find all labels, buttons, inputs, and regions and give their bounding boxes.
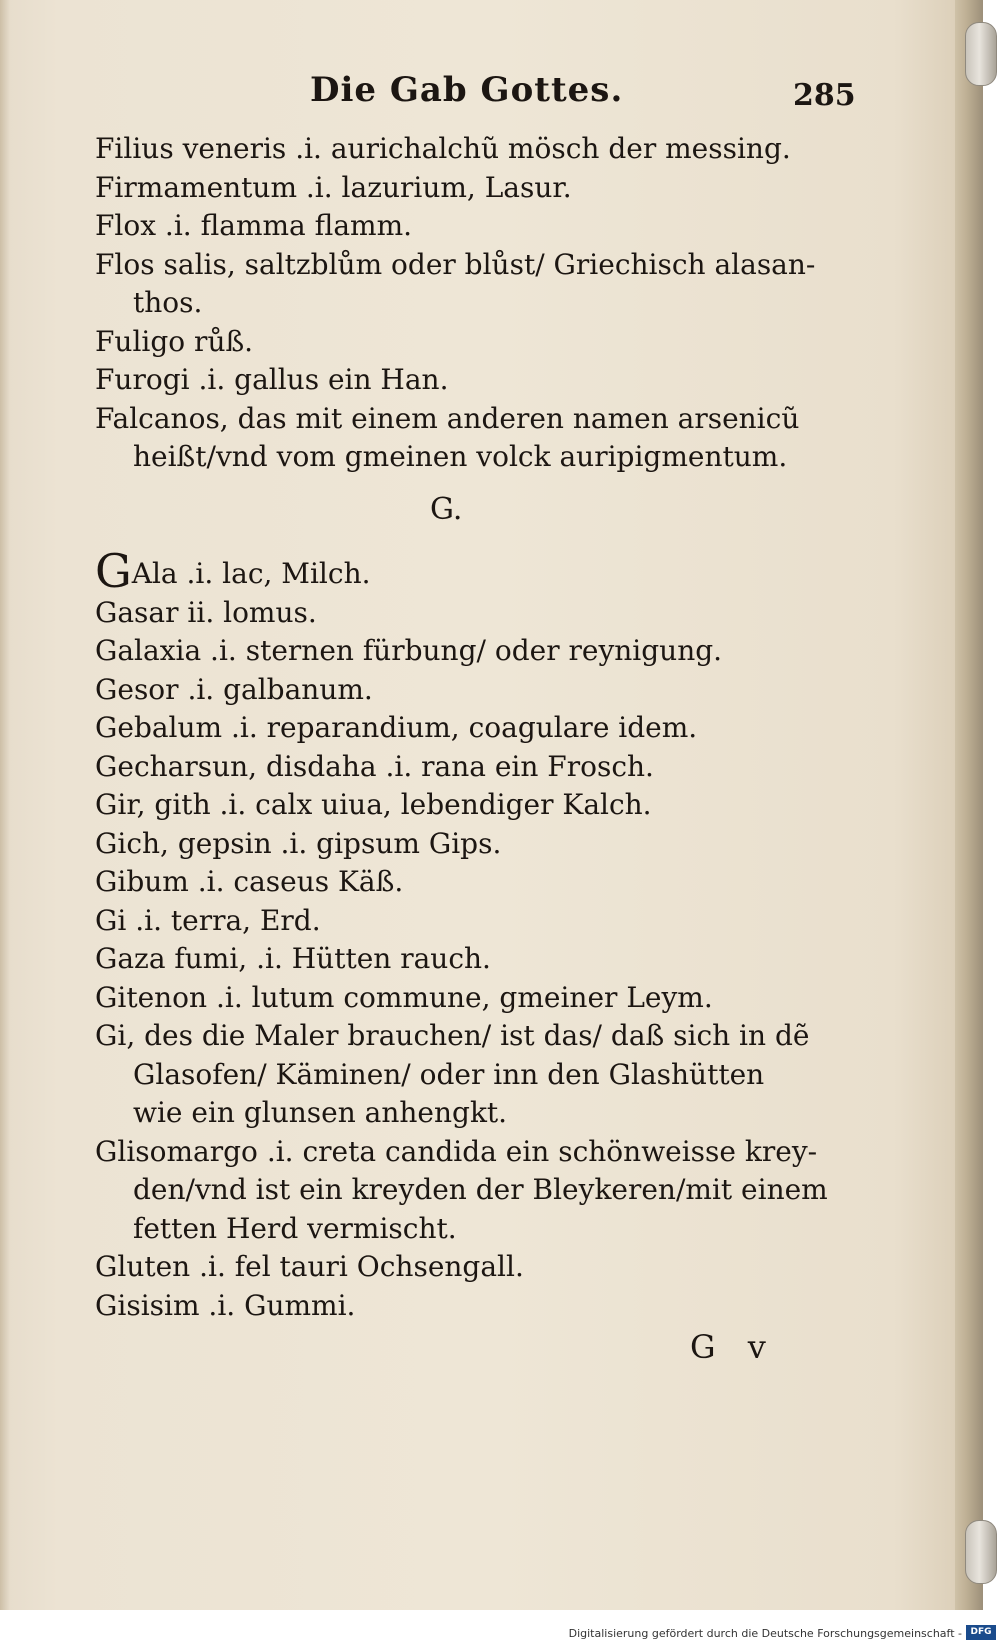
entry-line: Gitenon .i. lutum commune, gmeiner Leym. (95, 980, 713, 1014)
entry-continuation: Glasofen/ Käminen/ oder inn den Glashütten (133, 1057, 765, 1091)
entry-line: Gluten .i. fel tauri Ochsengall. (95, 1250, 524, 1283)
entry-line: Falcanos, das mit einem anderen namen arsenicũ (95, 401, 800, 435)
entry-line: Gasar ii. lomus. (95, 595, 317, 629)
entry (95, 709, 865, 748)
entry-continuation: wie ein glunsen anhengkt. (133, 1096, 508, 1129)
entry (95, 400, 865, 477)
entry (95, 979, 865, 1018)
entry (95, 169, 865, 208)
entry-continuation: thos. (133, 286, 203, 319)
entry (95, 1017, 865, 1133)
entry-line: Gi .i. terra, Erd. (95, 903, 321, 937)
entry (95, 940, 865, 979)
entry-continuation: den/vnd ist ein kreyden der Bleykeren/mit einem (133, 1173, 828, 1206)
entry-line: Gir, gith .i. calx uiua, lebendiger Kalch. (95, 788, 652, 821)
signature-mark: G v (690, 1328, 766, 1366)
entries-g (95, 544, 865, 1325)
entry-line: Filius veneris .i. aurichalchũ mösch der messing. (95, 132, 791, 165)
entry (95, 246, 865, 323)
entry-line: Flox .i. flamma flamm. (95, 209, 413, 242)
entry-continuation: fetten Herd vermischt. (133, 1211, 457, 1245)
entry (95, 825, 865, 864)
entry-line: Gebalum .i. reparandium, coagulare idem. (95, 711, 698, 744)
entry-line: Gaza fumi, .i. Hütten rauch. (95, 942, 491, 975)
entry-line: Gesor .i. galbanum. (95, 672, 373, 706)
clip-bottom (965, 1520, 997, 1584)
entry-line: Gibum .i. caseus Käß. (95, 865, 404, 898)
entry (95, 1133, 865, 1249)
entry (95, 748, 865, 787)
entry (95, 361, 865, 400)
entry (95, 1248, 865, 1287)
folio: 285 (793, 78, 856, 113)
entry-line: Gecharsun, disdaha .i. rana ein Frosch. (95, 749, 654, 783)
entry-line: Gi, des die Maler brauchen/ ist das/ daß sich in dẽ (95, 1019, 810, 1052)
footer-credit: Digitalisierung gefördert durch die Deutsche Forschungsgemeinschaft - (568, 1627, 962, 1640)
entry-continuation: heißt/vnd vom gmeinen volck auripigmentum. (133, 440, 788, 473)
entry (95, 786, 865, 825)
entry (95, 323, 865, 362)
entry-line: Furogi .i. gallus ein Han. (95, 363, 449, 396)
running-head: Die Gab Gottes. (310, 70, 624, 110)
entry-line: Firmamentum .i. lazurium, Lasur. (95, 170, 572, 204)
entry (95, 544, 865, 598)
entry (95, 594, 865, 633)
entry (95, 632, 865, 671)
entry (95, 1287, 865, 1326)
entry-line: Gich, gepsin .i. gipsum Gips. (95, 826, 502, 860)
entry-line: Gisisim .i. Gummi. (95, 1288, 356, 1322)
drop-initial: G (95, 544, 132, 598)
section-letter: G. (430, 492, 463, 527)
entry-line: Glisomargo .i. creta candida ein schönweisse krey- (95, 1134, 818, 1168)
entry-line: Flos salis, saltzblům oder blůst/ Griechisch alasan- (95, 247, 816, 281)
entry (95, 130, 865, 169)
dfg-logo: DFG (966, 1625, 996, 1640)
binding-shadow (0, 0, 10, 1610)
entry-line: Galaxia .i. sternen fürbung/ oder reynigung. (95, 634, 723, 667)
entry (95, 207, 865, 246)
digitization-footer (0, 1610, 1000, 1645)
entry-line: Fuligo růß. (95, 324, 254, 358)
entry-line: Ala .i. lac, Milch. (131, 557, 371, 590)
entry (95, 671, 865, 710)
page-edge (955, 0, 983, 1610)
clip-top (965, 22, 997, 86)
entries-f (95, 130, 865, 477)
entry (95, 863, 865, 902)
entry (95, 902, 865, 941)
